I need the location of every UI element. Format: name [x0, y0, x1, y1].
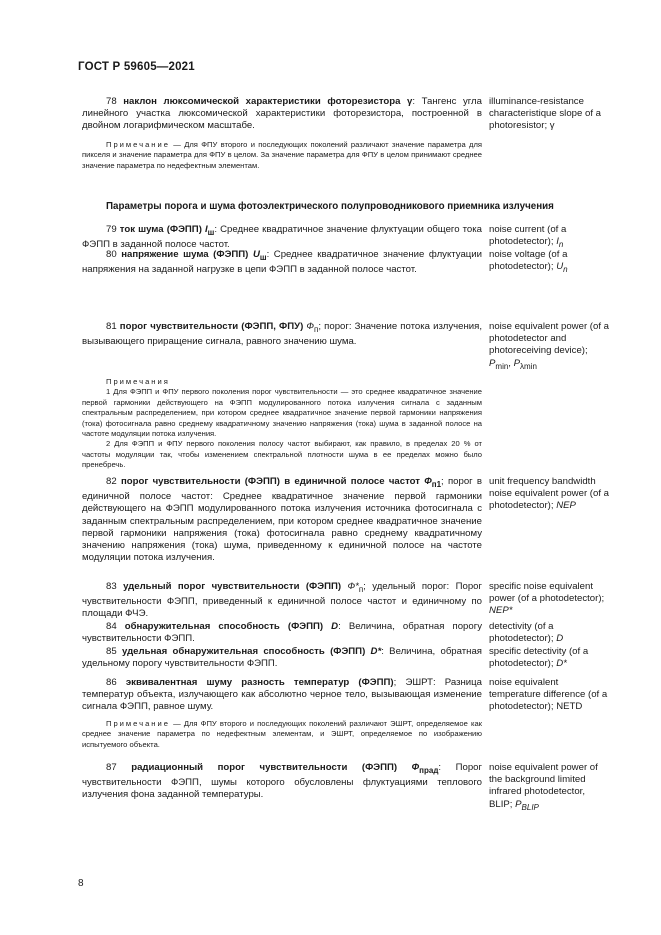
term-definition: : Порог чувствительности ФЭПП, шумы которого обусловлены флуктуациями теплового излучения фона заданной температуры.: [82, 762, 483, 801]
notes-label: Примечания: [106, 377, 170, 386]
term-80: [82, 249, 482, 276]
term-title: эквивалентная шуму разность температур (ФЭПП): [125, 677, 394, 688]
term-definition: : Величина, обратная порогу чувствительности ФЭПП.: [82, 621, 483, 645]
term-79-english: [489, 224, 609, 251]
term-78-note: [82, 140, 482, 171]
term-title: порог чувствительности (ФЭПП) в единичной полосе частот: [120, 476, 425, 487]
english-symbol-sub: BLIP: [521, 802, 539, 812]
english-term: noise equivalent power of the background limited infrared photodetector, BLIP;: [489, 762, 598, 810]
term-title: напряжение шума (ФЭПП): [121, 249, 253, 260]
term-symbol-sub: п: [314, 324, 319, 334]
term-symbol: U: [252, 249, 260, 260]
term-number: 86: [106, 677, 117, 688]
note-label: Примечание: [106, 140, 170, 149]
term-86-note: [82, 719, 482, 750]
term-82: [82, 476, 482, 564]
english-symbol: D*: [556, 658, 567, 670]
english-symbol: NEP: [556, 500, 576, 512]
term-85-english: [489, 646, 609, 670]
english-symbol: I: [556, 236, 559, 248]
term-definition: ; ЭШРТ: Разница температур объекта, излучающего как абсолютно черное тело, вызывающая изменение сигнала ФЭПП, равное шуму.: [82, 677, 482, 713]
term-84-english: [489, 621, 609, 645]
term-number: 80: [106, 249, 117, 260]
english-symbol-sub: n: [563, 265, 568, 275]
term-81-english: [489, 321, 609, 373]
term-definition: : Тангенс угла линейного участка люксомической характеристики фоторезистора, построенной в двойном логарифмическом масштабе.: [82, 96, 482, 132]
term-symbol-sub: ш: [207, 227, 215, 237]
english-symbol-sub: n: [558, 240, 564, 250]
english-term: noise equivalent power (of a photodetector and photoreceiving device);: [489, 321, 609, 357]
english-term: unit frequency bandwidth noise equivalent power (of a photodetector);: [489, 476, 609, 512]
term-title: порог чувствительности (ФЭПП, ФПУ): [119, 321, 307, 332]
term-definition: : Величина, обратная удельному порогу чувствительности ФЭПП.: [82, 646, 482, 670]
note-text: — Для ФПУ второго и последующих поколений различают ЭШРТ, определяемое как среднее значение параметра по недефектным элементам, и ЭШРТ, определяемое по изображению испытуемого объекта.: [82, 719, 482, 749]
term-number: 84: [106, 621, 117, 632]
term-symbol: Ф: [411, 762, 420, 773]
note-2: 2 Для ФЭПП и ФПУ первого поколения полосу частот выбирают, как правило, в пределах 20 % от частоты модуляции так, чтобы изменением спектральной плотности шума в ее пределах можно было пренебречь.: [82, 439, 482, 470]
term-87: [82, 762, 482, 802]
english-term: detectivity (of a photodetector);: [489, 621, 557, 645]
english-symbol: P: [513, 357, 521, 369]
term-86-english: noise equivalent temperature difference (of a photodetector); NETD: [489, 677, 608, 713]
term-84: [82, 621, 482, 645]
term-80-english: [489, 249, 609, 276]
english-symbol: D: [556, 633, 564, 645]
term-title: ток шума (ФЭПП): [119, 224, 205, 235]
english-term: specific detectivity (of a photodetector);: [489, 646, 589, 670]
term-number: 83: [106, 581, 117, 592]
document-header: ГОСТ Р 59605—2021: [78, 61, 195, 73]
term-78: [82, 96, 482, 133]
term-number: 78: [106, 96, 117, 107]
english-symbol-sub: λmin: [520, 361, 537, 371]
term-symbol: Ф: [424, 476, 432, 487]
term-81-notes: [82, 377, 482, 471]
term-symbol: D*: [370, 646, 382, 657]
term-83-english: [489, 581, 609, 618]
term-86: [82, 677, 482, 714]
term-symbol: Ф*: [347, 581, 359, 592]
term-number: 87: [106, 762, 117, 773]
term-87-english: [489, 762, 609, 814]
english-term: noise voltage (of a photodetector);: [489, 249, 568, 273]
term-number: 81: [106, 321, 117, 332]
term-number: 85: [106, 646, 117, 657]
term-definition: ; порог в единичной полосе частот: Среднее квадратичное значение первой гармоники действующего на ФЭПП модулированного потока излучения источника фотосигнала с заданным спектральным распределением, при котором среднее квадратичное значение первой гармоники напряжения (тока) фотосигнала равно среднему квадратичному значению напряжения (тока) шума, приведенному к единичной полосе на частоте модуляции потока излучения.: [82, 476, 483, 564]
term-title: обнаружительная способность (ФЭПП): [124, 621, 332, 632]
note-text: — Для ФПУ второго и последующих поколений различают значение параметра для пикселя и значение параметра для ФПУ в целом. За значение параметра для ФПУ в целом принимают среднее значение параметра по недефектным элементам.: [82, 140, 482, 170]
term-symbol-sub: п: [358, 584, 364, 594]
note-label: Примечание: [106, 719, 170, 728]
term-definition: : Среднее квадратичное значение флуктуации напряжения на заданной нагрузке в цепи ФЭПП в заданной полосе частот.: [82, 249, 483, 276]
english-symbol: U: [556, 261, 564, 273]
term-number: 82: [106, 476, 117, 487]
term-symbol-sub: п1: [431, 479, 442, 489]
section-title: Параметры порога и шума фотоэлектрического полупроводникового приемника излучения: [106, 201, 554, 212]
term-85: [82, 646, 482, 670]
term-title: наклон люксомической характеристики фоторезистора γ: [123, 96, 413, 107]
term-symbol: D: [331, 621, 339, 632]
term-symbol: I: [204, 224, 208, 235]
term-symbol: Ф: [306, 321, 315, 332]
english-symbol: NEP*: [489, 605, 513, 617]
english-term: noise current (of a photodetector);: [489, 224, 567, 248]
term-82-english: [489, 476, 609, 513]
english-symbol: P: [489, 357, 496, 369]
term-number: 79: [106, 224, 117, 235]
term-symbol-sub: прад: [419, 765, 439, 775]
term-title: удельная обнаружительная способность (ФЭПП): [121, 646, 371, 657]
term-81: [82, 321, 482, 348]
term-definition: ; порог: Значение потока излучения, вызывающего приращение сигнала, равного значению шума.: [82, 321, 482, 348]
term-title: радиационный порог чувствительности (ФЭПП): [131, 762, 412, 773]
note-1: 1 Для ФЭПП и ФПУ первого поколения порог чувствительности — это среднее квадратичное значение первой гармоники действующего на ФЭПП модулированного потока излучения сигнала с заданным спектральным распределением, при котором среднее квадратичное значение первой гармоники напряжения (тока) фотосигнала равно среднему квадратичному значению напряжения (тока) шума в заданной полосе на частоте модуляции потока излучения.: [82, 387, 482, 439]
term-symbol-sub: ш: [259, 252, 267, 262]
term-79: [82, 224, 482, 251]
page-number: 8: [78, 878, 84, 889]
term-78-english: illuminance-resistance characteristique slope of a photoresistor; γ: [489, 96, 601, 132]
english-symbol-sub: min: [495, 361, 509, 371]
term-title: удельный порог чувствительности (ФЭПП): [123, 581, 348, 592]
term-definition: : Среднее квадратичное значение флуктуации общего тока ФЭПП в заданной полосе частот.: [82, 224, 483, 251]
term-definition: ; удельный порог: Порог чувствительности ФЭПП, приведенный к единичной полосе частот и единичному по площади ФЧЭ.: [82, 581, 482, 620]
english-symbol: P: [515, 798, 522, 810]
term-83: [82, 581, 482, 621]
english-term: specific noise equivalent power (of a photodetector);: [489, 581, 605, 605]
english-separator: ,: [508, 357, 514, 369]
